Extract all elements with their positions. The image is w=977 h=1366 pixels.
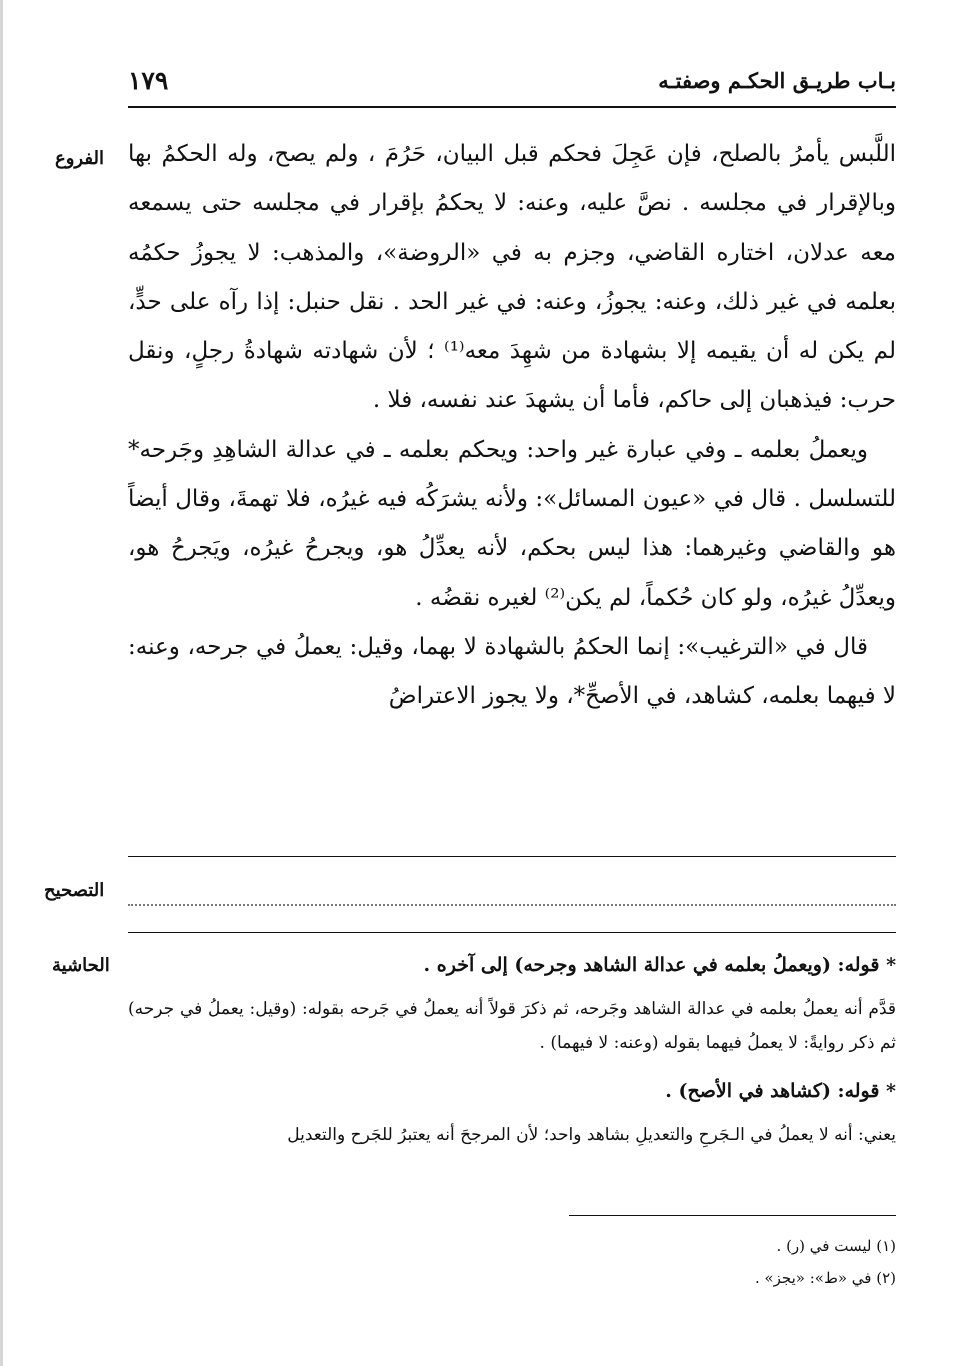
footnote-rule [569,1215,896,1216]
page-edge [0,0,3,1366]
margin-label-tashih: التصحيح [44,880,105,901]
main-text [128,130,896,722]
section-divider [128,856,896,857]
margin-label-furu: الفروع [55,148,104,169]
hashiya-notes [128,950,896,1168]
header-rule [128,106,896,108]
hashiya-quote-1: * قوله: (ويعملُ بعلمه في عدالة الشاهد وجرحه) إلى آخره . [423,954,896,976]
tashih-dotted-line [128,904,896,906]
running-title: بـاب طريـق الحكـم وصفتـه [658,68,896,93]
footnote-1: (١) ليست في (ر) . [776,1237,896,1255]
hashiya-text-2: يعني: أنه لا يعملُ في الـجَرحِ والتعديلِ بشاهد واحد؛ لأن المرجحَ أنه يعتبرُ للجَرح والتعديل [287,1125,896,1145]
margin-label-hashiya: الحاشية [52,955,110,976]
section-divider-2 [128,932,896,933]
footnotes [128,1230,896,1294]
hashiya-text-1: قدَّم أنه يعملُ بعلمه في عدالة الشاهد وجَرحه، ثم ذكرَ قولاً أنه يعملُ في جَرحه بقوله: (وقيل: يعملُ في جرحه) ثم ذكر روايةً: لا يعملُ فيهما بقوله (وعنه: لا فيهما) . [128,999,896,1053]
main-paragraph-3: قال في «الترغيب»: إنما الحكمُ بالشهادة لا بهما، وقيل: يعملُ في جرحه، وعنه: لا فيهما بعلمه، كشاهد، في الأصحِّ*، ولا يجوز الاعتراضُ [128,633,896,710]
footnote-2: (٢) في «ط»: «يجز» . [754,1269,896,1287]
main-paragraph-1: اللَّبس يأمرُ بالصلح، فإن عَجِلَ فحكم قبل البيان، حَرُمَ ، ولم يصح، وله الحكمُ بها وبالإقرار في مجلسه . نصَّ عليه، وعنه: لا يحكمُ بإقرار في مجلسه حتى يسمعه معه عدلان، اختاره القاضي، وجزم به في «الروضة»، والمذهب: لا يجوزُ حكمُه بعلمه في غير ذلك، وعنه: يجوزُ، وعنه: في غير الحد . نقل حنبل: إذا رآه على حدٍّ، لم يكن له أن يقيمه إلا بشهادة من شهِدَ معه⁽¹⁾ ؛ لأن شهادته شهادةُ رجلٍ، ونقل حرب: فيذهبان إلى حاكم، فأما أن يشهدَ عند نفسه، فلا . [128,141,897,414]
main-paragraph-2: ويعملُ بعلمه ـ وفي عبارة غير واحد: ويحكم بعلمه ـ في عدالة الشاهِدِ وجَرحه* للتسلسل . قال في «عيون المسائل»: ولأنه يشرَكُه فيه غيرُه، فلا تهمةَ، وقال أيضاً هو والقاضي وغيرهما: هذا ليس بحكم، لأنه يعدِّلُ هو، ويجرحُ غيرُه، ويَجرحُ هو، ويعدِّلُ غيرُه، ولو كان حُكماً، لم يكن⁽²⁾ لغيره نقضُه . [128,436,896,611]
page-number: ١٧٩ [128,66,169,95]
page-header [128,66,896,106]
hashiya-quote-2: * قوله: (كشاهد في الأصح) . [665,1080,896,1102]
